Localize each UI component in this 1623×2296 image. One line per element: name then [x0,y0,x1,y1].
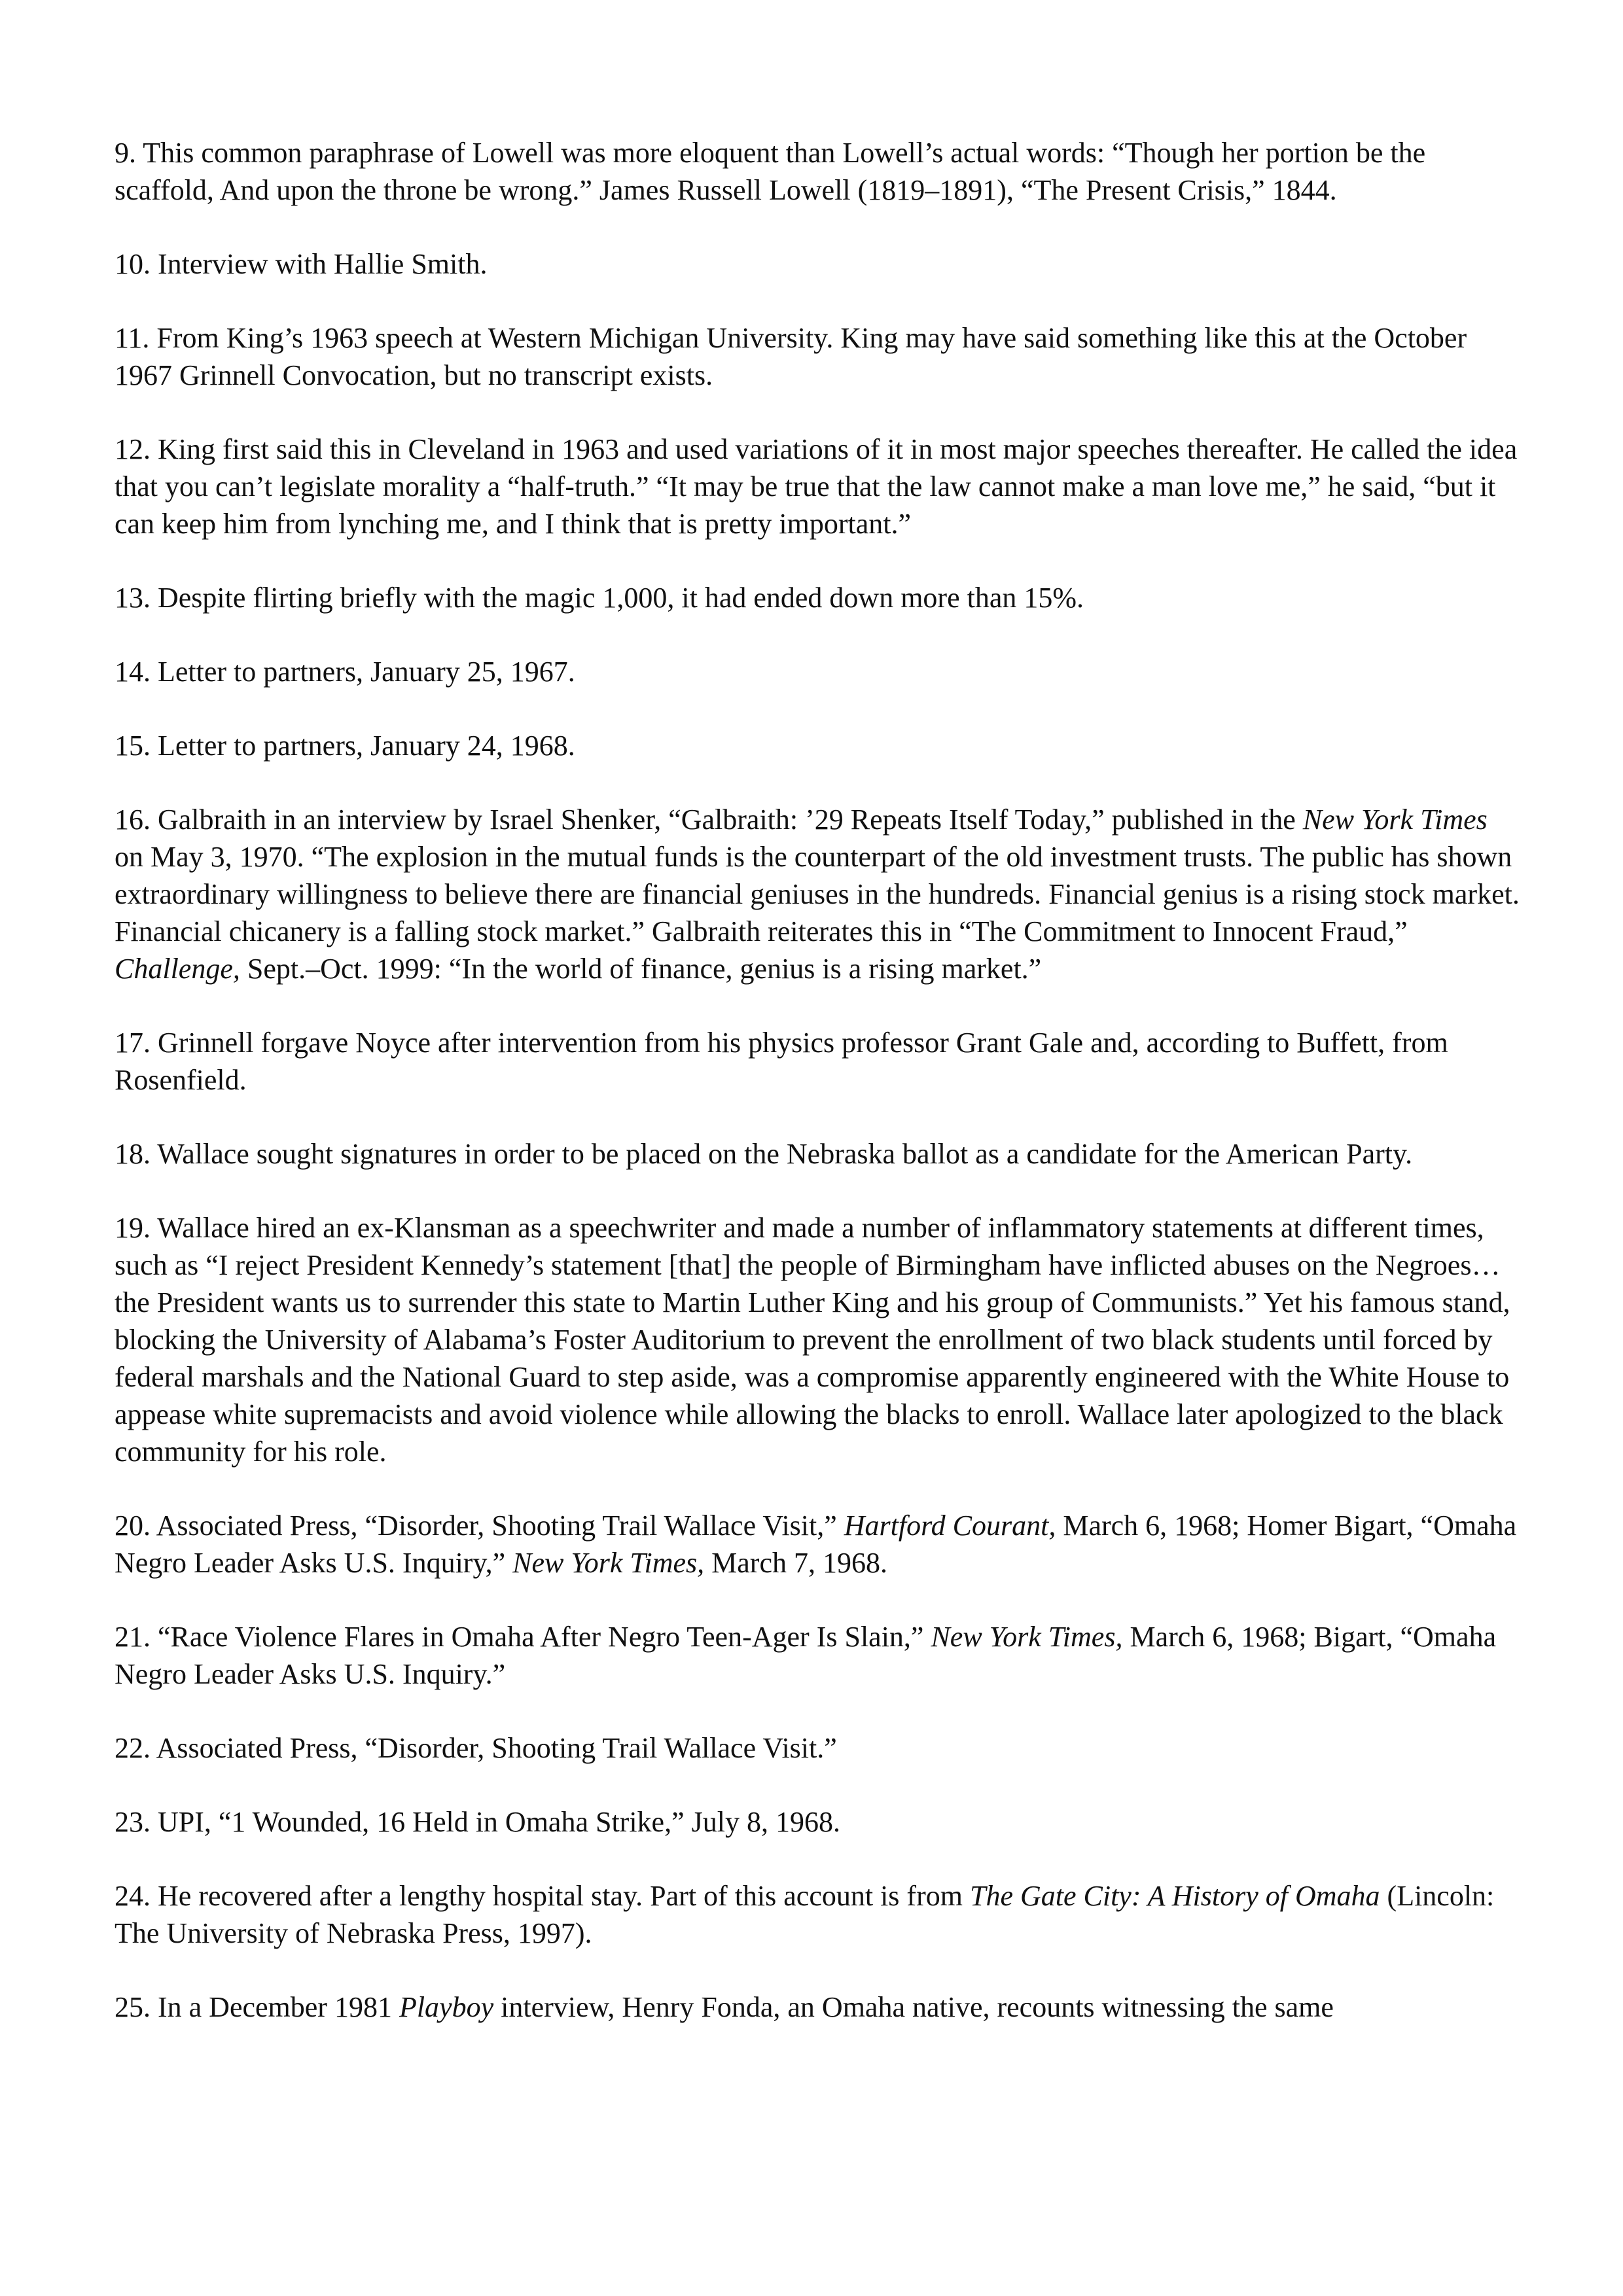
endnote-18 [115,1135,1522,1173]
note-text: 19. Wallace hired an ex-Klansman as a speechwriter and made a number of inflammatory statements at different times, such as “I reject President Kennedy’s statement [that] the people of Birmingham have inflicted abuses on the Negroes…the President wants us to surrender this state to Martin Luther King and his group of Communists.” Yet his famous stand, blocking the University of Alabama’s Foster Auditorium to prevent the enrollment of two black students until forced by federal marshals and the National Guard to step aside, was a compromise apparently engineered with the White House to appease white supremacists and avoid violence while allowing the blacks to enroll. Wallace later apologized to the black community for his role. [115,1212,1510,1468]
note-text: (Lincoln: The University of Nebraska Press, 1997). [115,1880,1495,1949]
endnote-20 [115,1507,1522,1581]
note-text: on May 3, 1970. “The explosion in the mutual funds is the counterpart of the old investment trusts. The public has shown extraordinary willingness to believe there are financial geniuses in the hundreds. Financial genius is a rising stock market. Financial chicanery is a falling stock market.” Galbraith reiterates this in “The Commitment to Innocent Fraud,” [115,841,1520,947]
publication-title: Hartford Courant, [844,1510,1056,1542]
publication-title: The Gate City: A History of Omaha [969,1880,1380,1912]
note-text: 18. Wallace sought signatures in order to be placed on the Nebraska ballot as a candidate for the American Party. [115,1138,1413,1170]
publication-title: New York Times [1302,804,1488,836]
note-text: interview, Henry Fonda, an Omaha native, recounts witnessing the same [493,1991,1334,2023]
note-text: 23. UPI, “1 Wounded, 16 Held in Omaha Strike,” July 8, 1968. [115,1806,840,1838]
note-text: 20. Associated Press, “Disorder, Shooting Trail Wallace Visit,” [115,1510,844,1542]
endnote-24 [115,1877,1522,1952]
endnote-23 [115,1803,1522,1841]
note-text: March 7, 1968. [704,1547,887,1579]
note-text: 17. Grinnell forgave Noyce after intervention from his physics professor Grant Gale and, according to Buffett, from Rosenfield. [115,1027,1448,1096]
endnotes-page [115,134,1522,2026]
note-text: 25. In a December 1981 [115,1991,399,2023]
endnote-11 [115,319,1522,394]
endnote-13 [115,579,1522,616]
note-text: March 6, 1968; Homer Bigart, “Omaha Negro Leader Asks U.S. Inquiry,” [115,1510,1517,1579]
note-text: 12. King first said this in Cleveland in 1963 and used variations of it in most major speeches thereafter. He called the idea that you can’t legislate morality a “half-truth.” “It may be true that the law cannot make a man love me,” he said, “but it can keep him from lynching me, and I think that is pretty important.” [115,433,1518,540]
endnote-21 [115,1618,1522,1693]
endnote-14 [115,653,1522,690]
note-text: 16. Galbraith in an interview by Israel Shenker, “Galbraith: ’29 Repeats Itself Today,” published in the [115,804,1303,836]
endnote-16 [115,801,1522,987]
note-text: 11. From King’s 1963 speech at Western Michigan University. King may have said something like this at the October 1967 Grinnell Convocation, but no transcript exists. [115,322,1467,391]
publication-title: New York Times, [512,1547,705,1579]
endnote-22 [115,1729,1522,1767]
endnote-12 [115,431,1522,542]
note-text: 15. Letter to partners, January 24, 1968. [115,730,575,762]
endnote-10 [115,245,1522,283]
note-text: 24. He recovered after a lengthy hospital stay. Part of this account is from [115,1880,970,1912]
endnote-15 [115,727,1522,764]
endnote-9 [115,134,1522,209]
note-text: 21. “Race Violence Flares in Omaha After Negro Teen-Ager Is Slain,” [115,1621,931,1653]
note-text: Sept.–Oct. 1999: “In the world of finance, genius is a rising market.” [240,953,1042,985]
note-text: 9. This common paraphrase of Lowell was more eloquent than Lowell’s actual words: “Though her portion be the scaffold, And upon the throne be wrong.” James Russell Lowell (1819–1891), “The Present Crisis,” 1844. [115,137,1426,206]
endnote-17 [115,1024,1522,1099]
note-text: 14. Letter to partners, January 25, 1967. [115,656,575,688]
note-text: 22. Associated Press, “Disorder, Shooting Trail Wallace Visit.” [115,1732,837,1764]
note-text: 10. Interview with Hallie Smith. [115,248,488,280]
publication-title: Playboy [399,1991,494,2023]
note-text: March 6, 1968; Bigart, “Omaha Negro Leader Asks U.S. Inquiry.” [115,1621,1497,1690]
publication-title: New York Times, [931,1621,1123,1653]
endnote-19 [115,1209,1522,1470]
endnote-25 [115,1988,1522,2026]
publication-title: Challenge, [115,953,240,985]
note-text: 13. Despite flirting briefly with the magic 1,000, it had ended down more than 15%. [115,582,1084,614]
